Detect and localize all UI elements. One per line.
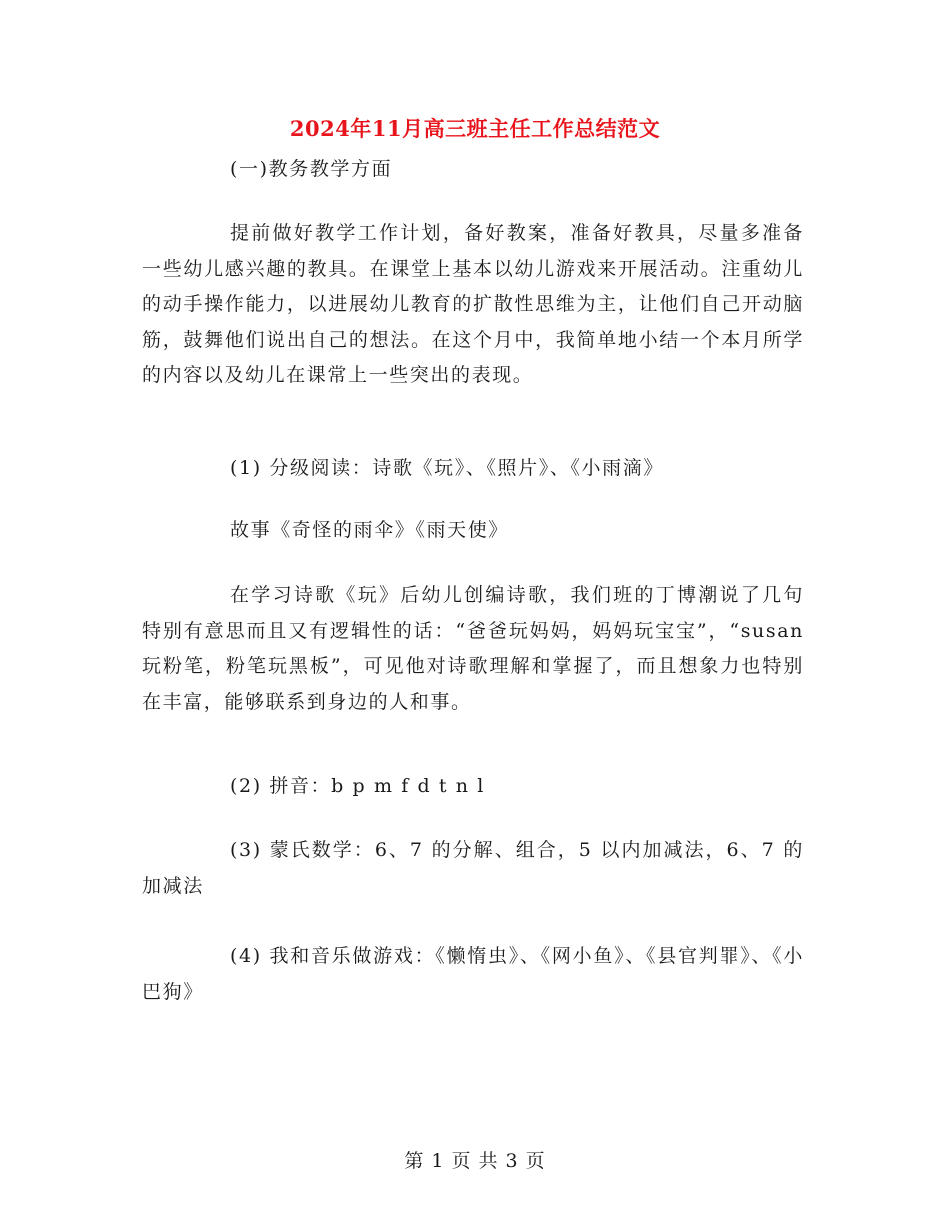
list-item-music: (4) 我和音乐做游戏：《懒惰虫》、《网小鱼》、《县官判罪》、《小巴狗》 [142,945,804,1003]
list-item-stories: 故事《奇怪的雨伞》《雨天使》 [230,519,509,541]
section-heading: (一)教务教学方面 [230,158,393,180]
document-title: 2024年11月高三班主任工作总结范文 [289,116,661,141]
page-number-footer: 第 1 页 共 3 页 [404,1150,546,1172]
body-paragraph: 在学习诗歌《玩》后幼儿创编诗歌，我们班的丁博潮说了几句特别有意思而且又有逻辑性的话：“爸爸玩妈妈，妈妈玩宝宝”，“susan 玩粉笔，粉笔玩黑板”，可见他对诗歌理解和掌握了，而且想象力也特别在丰富，能够联系到身边的人和事。 [142,584,804,713]
list-item-pinyin: (2) 拼音：b p m f d t n l [230,775,485,797]
body-paragraph: 提前做好教学工作计划，备好教案，准备好教具，尽量多准备一些幼儿感兴趣的教具。在课堂上基本以幼儿游戏来开展活动。注重幼儿的动手操作能力，以进展幼儿教育的扩散性思维为主，让他们自己开动脑筋，鼓舞他们说出自己的想法。在这个月中，我简单地小结一个本月所学的内容以及幼儿在课常上一些突出的表现。 [142,222,804,386]
list-item-math: (3) 蒙氏数学：6、7 的分解、组合，5 以内加减法，6、7 的加减法 [142,839,804,897]
list-item-reading: (1) 分级阅读：诗歌《玩》、《照片》、《小雨滴》 [230,457,664,479]
